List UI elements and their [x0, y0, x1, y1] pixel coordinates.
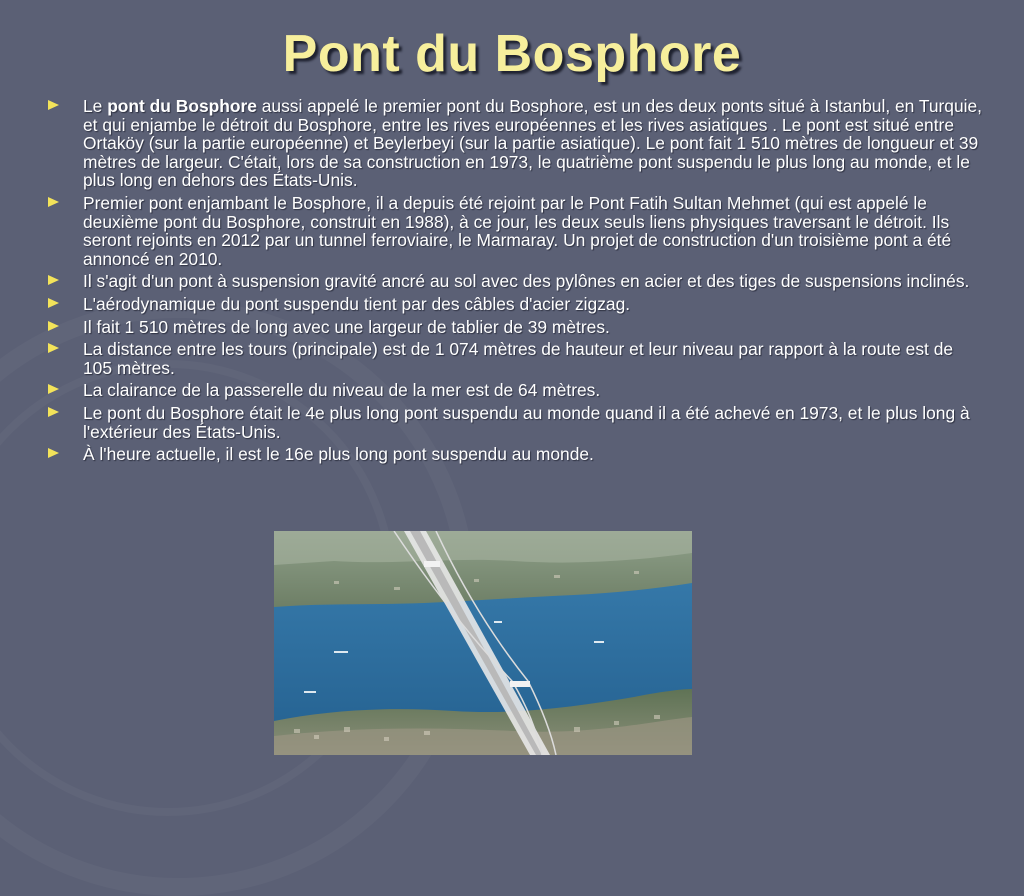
bullet-text: Il fait 1 510 mètres de long avec une largeur de tablier de 39 mètres. [83, 316, 610, 337]
bullet-item [48, 295, 983, 314]
triangle-right-icon [48, 100, 59, 110]
triangle-right-icon [48, 343, 59, 353]
bullet-list [48, 97, 983, 468]
triangle-right-icon [48, 298, 59, 308]
bullet-item [48, 381, 983, 400]
bullet-text: À l'heure actuelle, il est le 16e plus long pont suspendu au monde. [83, 444, 594, 465]
slide-title: Pont du Bosphore [282, 25, 742, 83]
bosphorus-bridge-illustration [274, 531, 692, 755]
bullet-item [48, 445, 983, 464]
triangle-right-icon [48, 275, 59, 285]
triangle-right-icon [48, 407, 59, 417]
bullet-bold-term: pont du Bosphore [107, 96, 257, 116]
bullet-item [48, 340, 983, 377]
bridge-aerial-photo [274, 531, 692, 755]
triangle-right-icon [48, 321, 59, 331]
bullet-text: La clairance de la passerelle du niveau de la mer est de 64 mètres. [83, 380, 601, 401]
bullet-item [48, 272, 983, 291]
bullet-item [48, 194, 983, 268]
triangle-right-icon [48, 448, 59, 458]
triangle-right-icon [48, 384, 59, 394]
triangle-right-icon [48, 197, 59, 207]
bullet-text: Premier pont enjambant le Bosphore, il a depuis été rejoint par le Pont Fatih Sultan Mehmet (qui est appelé le deuxième pont du Bosphore, construit en 1988), à ce jour, les deux seuls liens physiques traversant le détroit. Ils seront rejoints en 2012 par un tunnel ferroviaire, le Marmaray. Un projet de construction d'un troisième pont a été annoncé en 2010. [83, 192, 952, 269]
bullet-text: aussi appelé le premier pont du Bosphore, est un des deux ponts situé à Istanbul, en Turquie, et qui enjambe le détroit du Bosphore, entre les rives européennes et les rives asiatiques . Le pont est situé entre Ortaköy (sur la partie européenne) et Beylerbeyi (sur la partie asiatique). Le pont fait 1 510 mètres de longueur et 39 mètres de largeur. C'était, lors de sa construction en 1973, le quatrième pont suspendu le plus long au monde, et le plus long en dehors des États-Unis. [83, 96, 982, 191]
bullet-text: Le pont du Bosphore était le 4e plus long pont suspendu au monde quand il a été achevé en 1973, et le plus long à l'extérieur des États-Unis. [83, 402, 970, 442]
bullet-text: La distance entre les tours (principale) est de 1 074 mètres de hauteur et leur niveau par rapport à la route est de 105 mètres. [83, 339, 954, 378]
bullet-text: L'aérodynamique du pont suspendu tient par des câbles d'acier zigzag. [83, 293, 631, 314]
bullet-text: Il s'agit d'un pont à suspension gravité ancré au sol avec des pylônes en acier et des tiges de suspensions inclinés. [83, 271, 970, 292]
bullet-prefix: Le [83, 96, 108, 116]
bullet-item [48, 318, 983, 337]
bullet-item [48, 404, 983, 441]
bullet-item [48, 97, 983, 190]
